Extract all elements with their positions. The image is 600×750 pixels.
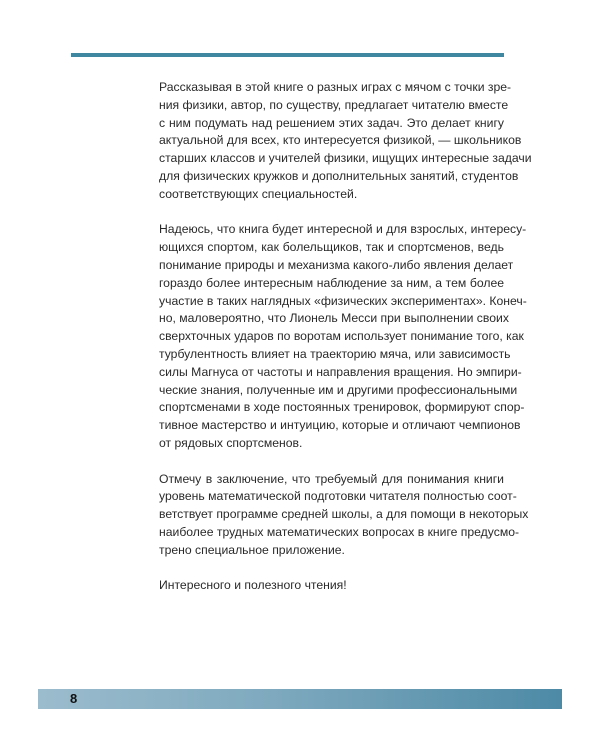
paragraph-2 bbox=[159, 221, 527, 452]
closing-line bbox=[159, 577, 504, 595]
text-line: Надеюсь, что книга будет интересной и для взрослых, интересу- bbox=[159, 222, 527, 237]
text-line: соответствующих специальностей. bbox=[159, 186, 358, 201]
paragraph-spacer bbox=[159, 453, 504, 471]
text-line: ческие знания, полученные им и другими профессиональными bbox=[159, 382, 518, 397]
paragraph-spacer bbox=[159, 204, 504, 222]
text-line: но, маловероятно, что Лионель Месси при выполнении своих bbox=[159, 311, 509, 326]
body-text bbox=[159, 79, 532, 595]
text-line: силы Магнуса от частоты и направления вращения. Но эмпири- bbox=[159, 364, 522, 379]
text-line: от рядовых спортсменов. bbox=[159, 435, 303, 450]
paragraph-3 bbox=[159, 471, 529, 560]
text-line: уровень математической подготовки читателя полностью соот- bbox=[159, 489, 517, 504]
text-line: для физических кружков и дополнительных занятий, студентов bbox=[159, 168, 519, 183]
text-line: актуальной для всех, кто интересуется физикой, — школьников bbox=[159, 133, 522, 148]
text-line: Отмечу в заключение, что требуемый для понимания книги bbox=[159, 471, 504, 486]
text-line: тивное мастерство и интуицию, которые и отличают чемпионов bbox=[159, 418, 521, 433]
top-accent-rule bbox=[71, 53, 504, 57]
paragraph-spacer bbox=[159, 560, 504, 578]
text-line: участие в таких наглядных «физических экспериментах». Конеч- bbox=[159, 293, 527, 308]
footer-band bbox=[38, 689, 562, 709]
text-line: ния физики, автор, по существу, предлагает читателю вместе bbox=[159, 97, 509, 112]
text-line: Интересного и полезного чтения! bbox=[159, 578, 347, 593]
text-line: гораздо более интересным наблюдение за ним, а тем более bbox=[159, 275, 504, 290]
text-line: старших классов и учителей физики, ищущих интересные задачи bbox=[159, 151, 532, 166]
text-line: ветствует программе средней школы, а для помощи в некоторых bbox=[159, 507, 529, 522]
text-line: Рассказывая в этой книге о разных играх с мячом с точки зре- bbox=[159, 80, 512, 94]
text-line: наиболее трудных математических вопросах в книге предусмо- bbox=[159, 524, 520, 539]
page-number: 8 bbox=[70, 691, 78, 706]
text-line: трено специальное приложение. bbox=[159, 542, 345, 557]
text-line: сверхточных ударов по воротам использует понимание того, как bbox=[159, 329, 524, 344]
text-line: с ним подумать над решением этих задач. Это делает книгу bbox=[159, 115, 504, 130]
text-line: спортсменами в ходе постоянных тренировок, формируют спор- bbox=[159, 400, 525, 415]
text-line: турбулентность влияет на траекторию мяча, или зависимость bbox=[159, 346, 511, 361]
text-line: понимание природы и механизма какого-либо явления делает bbox=[159, 257, 514, 272]
text-line: ющихся спортом, как болельщиков, так и спортсменов, ведь bbox=[159, 240, 504, 255]
paragraph-1 bbox=[159, 79, 532, 204]
